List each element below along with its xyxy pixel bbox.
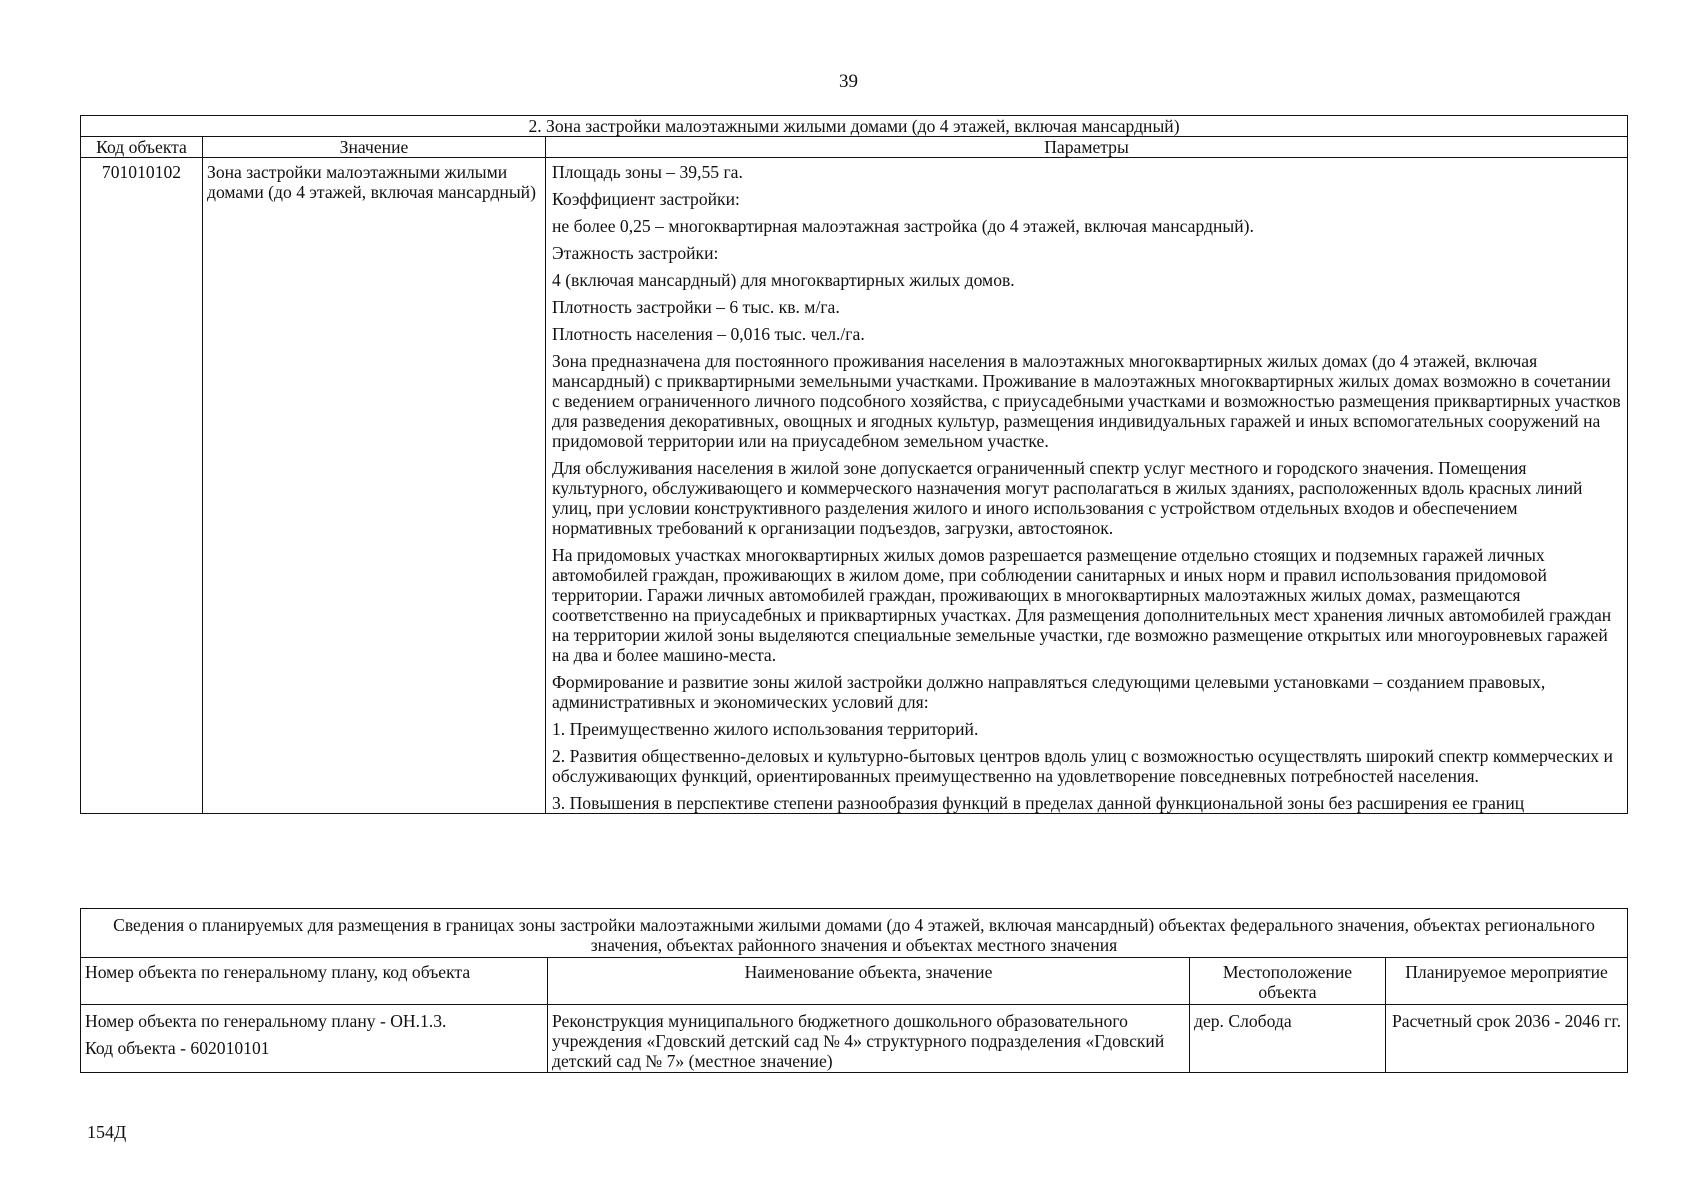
header-meaning: Значение (203, 137, 546, 158)
param-coefficient-label: Коэффициент застройки: (552, 189, 740, 209)
table-row (81, 158, 1628, 814)
param-floors-value: 4 (включая мансардный) для многоквартирных жилых домов. (552, 270, 1015, 290)
planned-objects-table (80, 908, 1628, 1073)
document-footer-code: 154Д (87, 1122, 127, 1142)
param-services: Для обслуживания населения в жилой зоне допускается ограниченный спектр услуг местного и городского значения. Помещения культурного, обслуживающего и коммерческого назначения могут располагаться в жилых зданиях, расположенных вдоль красных линий улиц, при условии конструктивного разделения жилого и иного использования с устройством отдельных входов и обеспечением нормативных требований к организации подъездов, загрузки, автостоянок. (552, 458, 1583, 538)
param-development-goals: Формирование и развитие зоны жилой застройки должно направляться следующими целевыми установками – созданием правовых, административных и экономических условий для: (552, 672, 1546, 712)
param-goal-3: 3. Повышения в перспективе степени разнообразия функций в пределах данной функциональной зоны без расширения ее границ (552, 793, 1525, 813)
header-planned-action: Планируемое мероприятие (1386, 958, 1628, 1005)
param-goal-1: 1. Преимущественно жилого использования территорий. (552, 719, 979, 739)
header-parameters: Параметры (546, 137, 1628, 158)
object-code: 701010102 (81, 158, 203, 814)
object-number-cell (81, 1005, 548, 1073)
header-location: Местоположение объекта (1190, 958, 1386, 1005)
param-floors-label: Этажность застройки: (552, 243, 719, 263)
planned-action: Расчетный срок 2036 - 2046 гг. (1386, 1005, 1628, 1073)
planned-objects-info: Сведения о планируемых для размещения в границах зоны застройки малоэтажными жилыми домами (до 4 этажей, включая мансардный) объектах федерального значения, объектах регионального значения, объектах районного значения и объектах местного значения (81, 909, 1628, 958)
header-object-name: Наименование объекта, значение (548, 958, 1190, 1005)
object-location: дер. Слобода (1190, 1005, 1386, 1073)
zone-meaning: Зона застройки малоэтажными жилыми домами (до 4 этажей, включая мансардный) (203, 158, 546, 814)
object-name: Реконструкция муниципального бюджетного дошкольного образовательного учреждения «Гдовский детский сад № 4» структурного подразделения «Гдовский детский сад № 7» (местное значение) (548, 1005, 1190, 1073)
header-object-code: Код объекта (81, 137, 203, 158)
param-purpose: Зона предназначена для постоянного проживания населения в малоэтажных многоквартирных жилых домах (до 4 этажей, включая мансардный) с приквартирными земельными участками. Проживание в малоэтажных многоквартирных жилых домах возможно в сочетании с ведением ограниченного личного подсобного хозяйства, с приусадебными участками и возможностью размещения приквартирных участков для разведения декоративных, овощных и ягодных культур, размещения индивидуальных гаражей и иных вспомогательных сооружений на придомовой территории или на приусадебном земельном участке. (552, 351, 1621, 451)
zone-parameters (546, 158, 1628, 814)
param-garages: На придомовых участках многоквартирных жилых домов разрешается размещение отдельно стоящих и подземных гаражей личных автомобилей граждан, проживающих в жилом доме, при соблюдении санитарных и иных норм и правил использования придомовой территории. Гаражи личных автомобилей граждан, проживающих в многоквартирных малоэтажных жилых домах, размещаются соответственно на приусадебных и приквартирных участках. Для размещения дополнительных мест хранения личных автомобилей граждан на территории жилой зоны выделяются специальные земельные участки, где возможно размещение открытых или многоуровневых гаражей на два и более машино-места. (552, 545, 1612, 665)
param-goal-2: 2. Развития общественно-деловых и культурно-бытовых центров вдоль улиц с возможностью осуществлять широкий спектр коммерческих и обслуживающих функций, ориентированных преимущественно на удовлетворение повседневных потребностей населения. (552, 746, 1613, 786)
param-building-density: Плотность застройки – 6 тыс. кв. м/га. (552, 297, 840, 317)
table-row (81, 1005, 1628, 1073)
zone-table-title: 2. Зона застройки малоэтажными жилыми домами (до 4 этажей, включая мансардный) (81, 116, 1628, 137)
page-number: 39 (839, 71, 858, 92)
zone-table (80, 115, 1628, 814)
object-number: Номер объекта по генеральному плану - ОН.1.3. (85, 1011, 447, 1031)
header-object-number: Номер объекта по генеральному плану, код объекта (81, 958, 548, 1005)
object-code-line: Код объекта - 602010101 (85, 1038, 270, 1058)
param-area: Площадь зоны – 39,55 га. (552, 162, 743, 182)
param-coefficient-value: не более 0,25 – многоквартирная малоэтажная застройка (до 4 этажей, включая мансардный). (552, 216, 1254, 236)
param-population-density: Плотность населения – 0,016 тыс. чел./га. (552, 324, 865, 344)
